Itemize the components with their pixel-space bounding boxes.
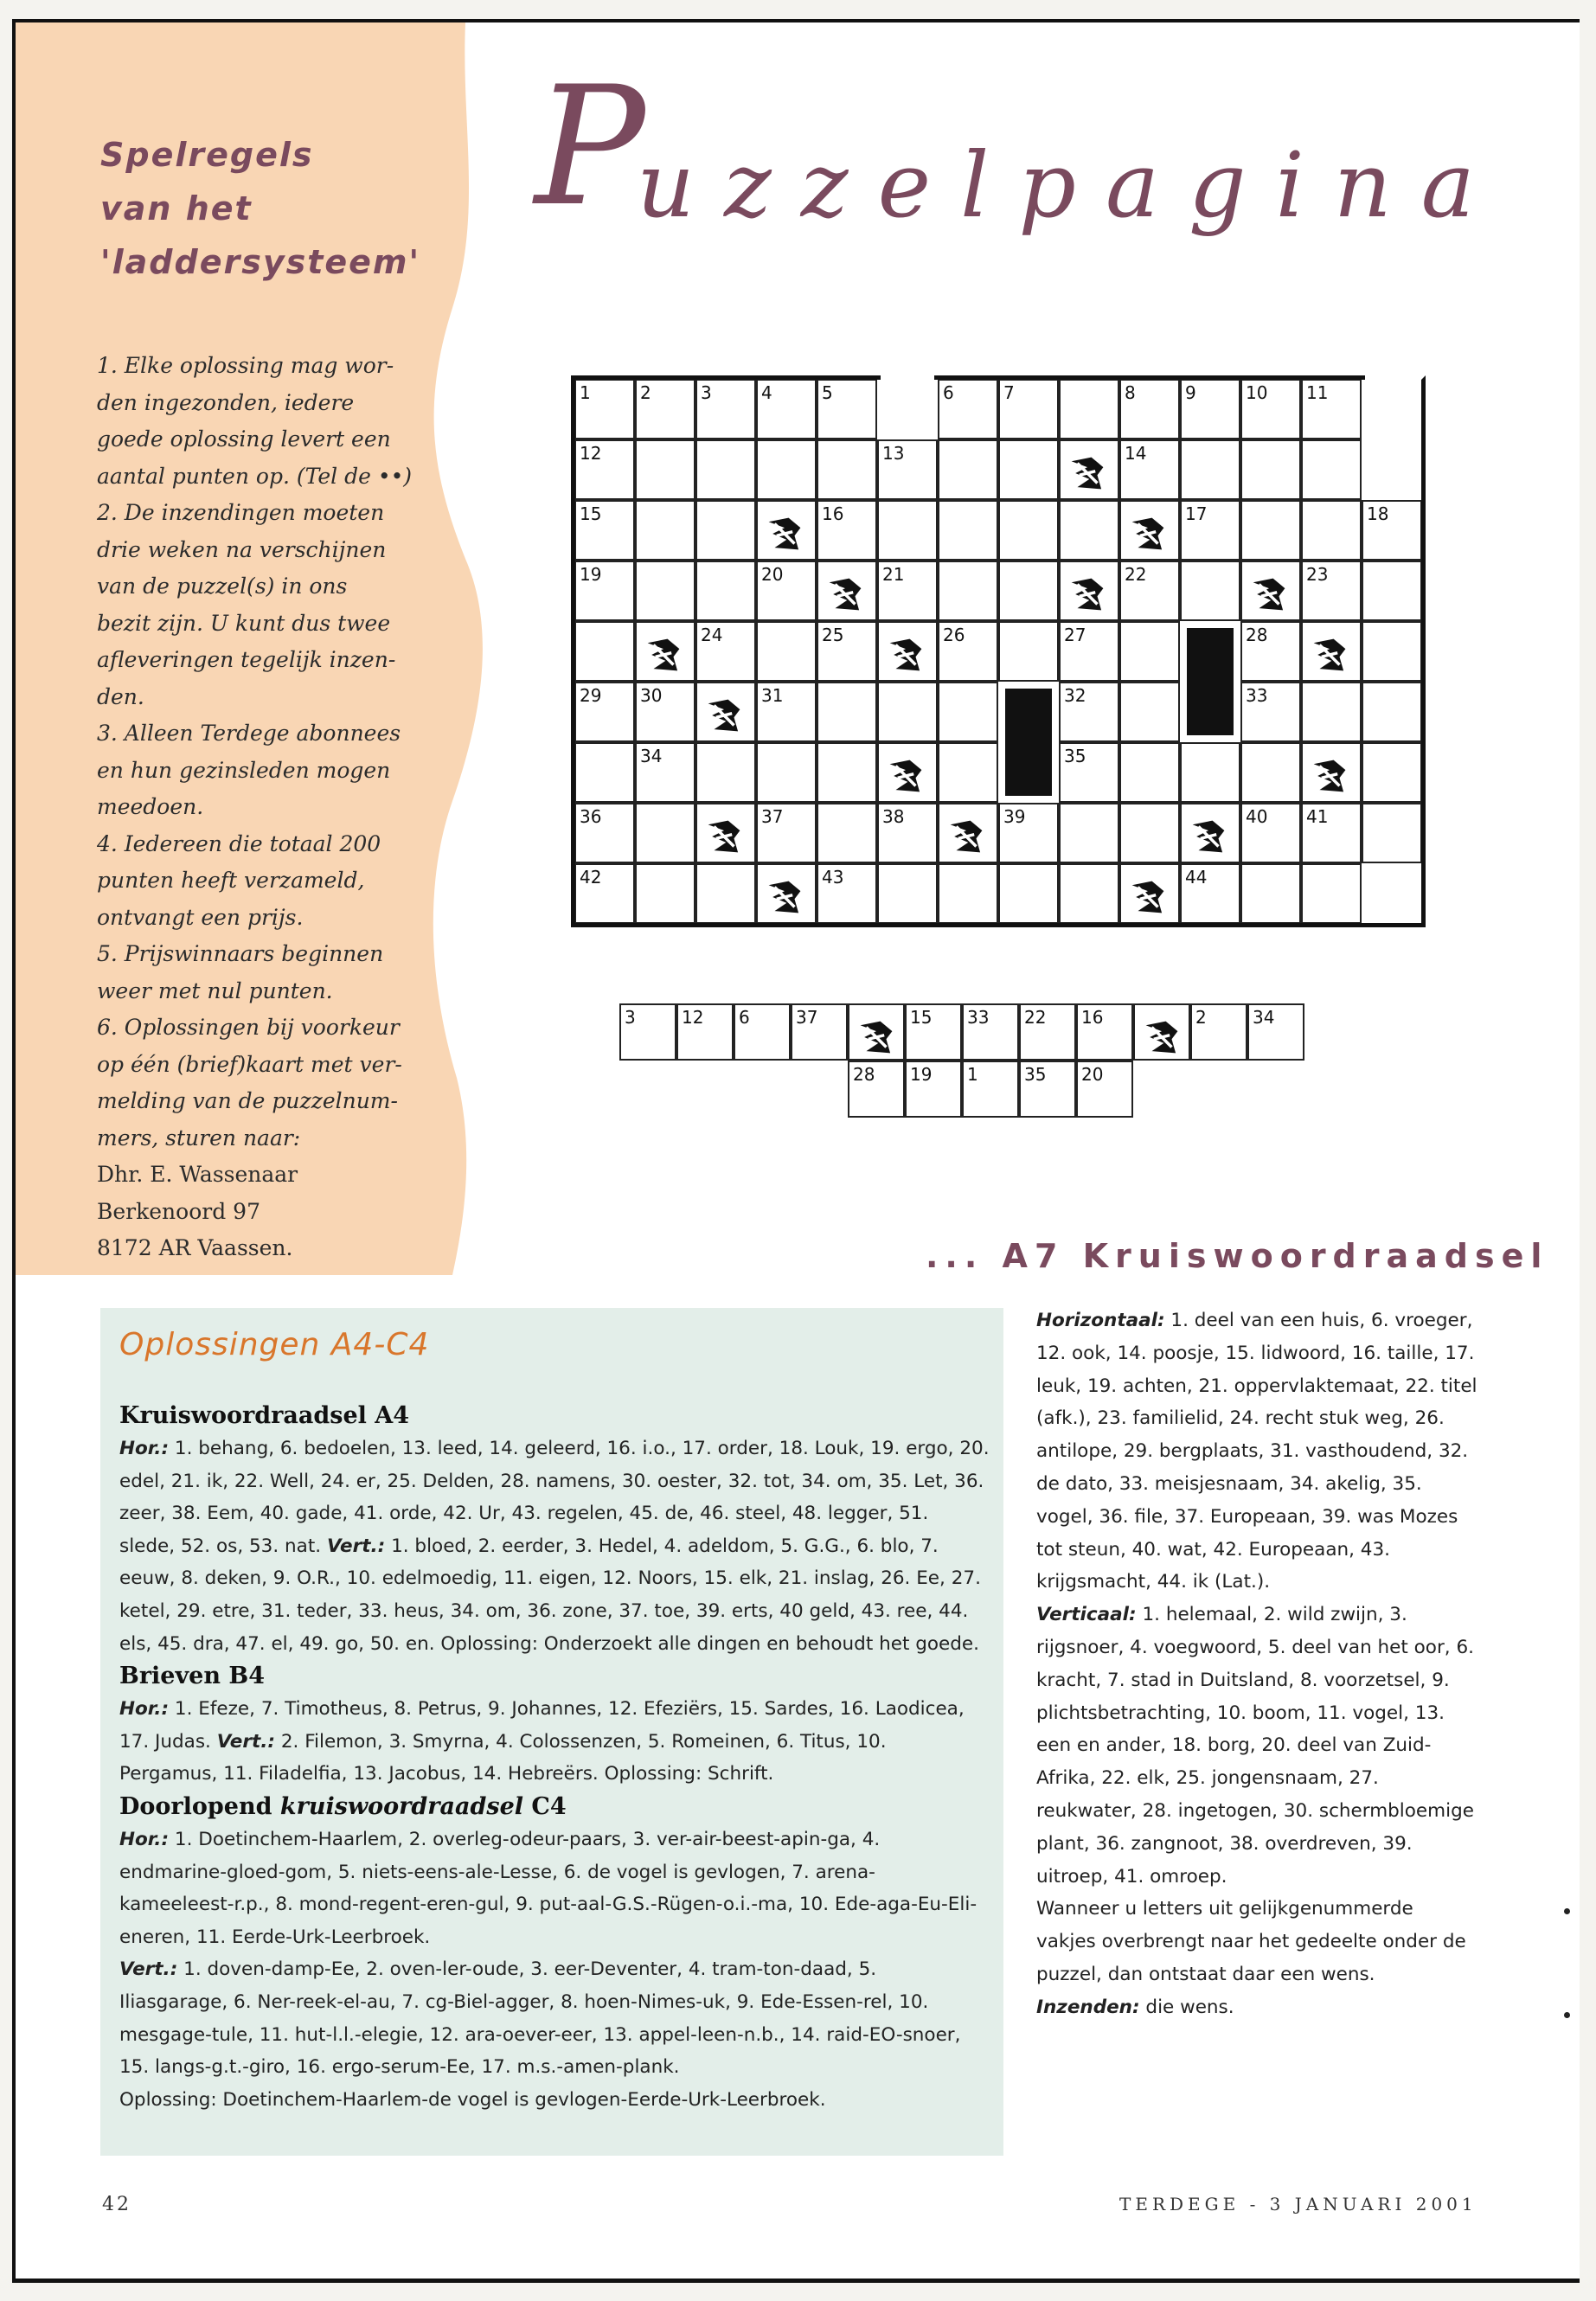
grid-cell[interactable] [574,439,635,500]
cell-number: 18 [1367,503,1389,524]
grid-cell[interactable] [938,379,998,439]
cell-number: 36 [580,806,602,827]
grid-cell[interactable] [756,379,817,439]
grid-clue-cell [817,561,877,621]
solution-a4-hor: 1. behang, 6. bedoelen, 13. leed, 14. geleerd, 16. i.o., 17. order, 18. Louk, 19. ergo, 20. edel, 21. ik, 22. Well, 24. er, 25. Delden, 28. namens, 30. oester, 32. tot, 34. om, 35. Let, 36. zeer, 38. Eem, 40. gade, 41. orde, 42. Ur, 43. regelen, 45. de, 46. steel, 48. legger, 51. slede, 52. os, 53. nat. [119,1438,990,1557]
cell-number: 31 [761,685,784,706]
page-title-initial: P [535,51,645,242]
grid-cell[interactable] [635,863,695,924]
clues-note: Wanneer u letters uit gelijkgenummerde vakjes overbrengt naar het gedeelte onder de puzzel, dan ontstaat daar een wens. [1036,1898,1466,1985]
grid-cell[interactable] [695,379,756,439]
cell-number: 1 [967,1064,978,1085]
cell-number: 17 [1185,503,1208,524]
rule-line: meedoen. [97,794,204,819]
solution-cell[interactable] [1076,1003,1133,1061]
crossword-grid [574,379,1441,960]
cell-number: 6 [739,1007,750,1028]
clue-arrow-icon [825,574,865,614]
cell-number: 19 [580,564,602,585]
solution-cell[interactable] [848,1061,905,1118]
grid-cell[interactable] [817,682,877,742]
vert-label: Vert.: [216,1730,276,1753]
solution-c4-vert-text [119,1953,990,2083]
solution-cell[interactable] [619,1003,676,1061]
grid-clue-cell [938,803,998,863]
grid-cell[interactable] [635,500,695,561]
grid-clue-cell [877,621,938,682]
clue-arrow-icon [1310,635,1349,675]
rule-line: ontvangt een prijs. [97,904,304,930]
rule-line: van de puzzel(s) in ons [97,574,348,599]
grid-cell[interactable] [1119,803,1180,863]
grid-cell[interactable] [998,803,1059,863]
cell-number: 28 [1246,625,1268,645]
grid-cell[interactable] [1180,439,1240,500]
solution-cell[interactable] [1247,1003,1304,1061]
clue-arrow-icon [1067,453,1107,493]
cell-number: 35 [1024,1064,1047,1085]
cell-number: 11 [1306,382,1329,403]
rule-line: afleveringen tegelijk inzen- [97,647,396,672]
publication-line: TERDEGE - 3 JANUARI 2001 [1119,2194,1477,2214]
solution-b4-hor: 1. Efeze, 7. Timotheus, 8. Petrus, 9. Johannes, 12. Efeziërs, 15. Sardes, 16. Laodicea, 17. Judas. [119,1698,965,1753]
clue-arrow-icon [856,1017,896,1057]
rule-line: den. [97,683,144,709]
grid-clue-cell [1301,621,1362,682]
cell-number: 34 [1253,1007,1275,1028]
grid-cell[interactable] [1059,500,1119,561]
grid-cell[interactable] [756,742,817,803]
grid-cell[interactable] [574,379,635,439]
grid-cell[interactable] [877,439,938,500]
solution-cell[interactable] [1190,1003,1247,1061]
grid-frame-top [571,375,881,380]
rules-list [97,348,434,1267]
margin-dot [1564,1908,1570,1914]
grid-cell[interactable] [695,742,756,803]
vertical-label: Verticaal: [1036,1604,1137,1626]
rules-title-line: Spelregels [100,136,314,174]
grid-cell[interactable] [998,621,1059,682]
cell-number: 27 [1064,625,1086,645]
cell-number: 7 [1003,382,1015,403]
grid-cell[interactable] [1362,621,1422,682]
rule-line: 2. De inzendingen moeten [97,500,385,525]
c4-title-b: kruiswoordraadsel [279,1792,524,1820]
rule-line: aantal punten op. (Tel de ••) [97,463,413,489]
rule-line: 5. Prijswinnaars beginnen [97,941,384,966]
grid-cell[interactable] [1180,742,1240,803]
solution-cell[interactable] [791,1003,848,1061]
grid-cell[interactable] [1362,682,1422,742]
grid-cell[interactable] [877,803,938,863]
clue-arrow-icon [946,817,986,856]
grid-cell[interactable] [1301,682,1362,742]
solution-cell[interactable] [1019,1061,1076,1118]
grid-cell[interactable] [695,621,756,682]
solution-a4-title: Kruiswoordraadsel A4 [119,1402,410,1429]
address-line: Berkenoord 97 [97,1198,260,1224]
cell-number: 42 [580,867,602,888]
solution-a4-vert: 1. bloed, 2. eerder, 3. Hedel, 4. adeldom, 5. G.G., 6. blo, 7. eeuw, 8. deken, 9. O.R., 10. edelmoedig, 11. eigen, 12. Noors, 15. elk, 21. inslag, 26. Ee, 27. ketel, 29. etre, 31. teder, 33. heus, 34. om, 36. zone, 37. toe, 39. erts, 40 geld, 43. ree, 44. els, 45. dra, 47. el, 49. go, 50. en. Oplossing: Onderzoekt alle dingen en behoudt het goede. [119,1535,981,1655]
grid-cell[interactable] [1119,621,1180,682]
clues-horizontal [1036,1304,1477,1599]
grid-cell[interactable] [1059,621,1119,682]
solution-clue-cell [1133,1003,1190,1061]
grid-cell[interactable] [1059,803,1119,863]
cell-number: 39 [1003,806,1026,827]
grid-frame-top [934,375,1365,380]
clue-arrow-icon [886,635,926,675]
grid-cell[interactable] [817,439,877,500]
cell-number: 20 [761,564,784,585]
cell-number: 32 [1064,685,1086,706]
magazine-page [12,19,1580,2283]
grid-cell[interactable] [635,742,695,803]
rule-line: drie weken na verschijnen [97,536,387,562]
grid-cell[interactable] [998,439,1059,500]
cell-number: 15 [910,1007,933,1028]
vert-label: Vert.: [326,1535,386,1557]
grid-clue-cell [1180,803,1240,863]
grid-cell[interactable] [574,561,635,621]
cell-number: 8 [1125,382,1136,403]
clue-arrow-icon [704,695,744,735]
solutions-body [119,1400,990,2116]
grid-cell[interactable] [1362,500,1422,561]
grid-cell[interactable] [635,439,695,500]
grid-cell[interactable] [817,803,877,863]
cell-number: 34 [640,746,663,766]
grid-cell[interactable] [574,682,635,742]
grid-cell[interactable] [817,742,877,803]
solution-cell[interactable] [1076,1061,1133,1118]
grid-cell[interactable] [574,621,635,682]
cell-number: 33 [967,1007,990,1028]
cell-number: 30 [640,685,663,706]
vert-label: Vert.: [119,1958,178,1981]
grid-cell[interactable] [574,803,635,863]
rule-line: punten heeft verzameld, [97,868,365,893]
grid-cell[interactable] [1301,803,1362,863]
grid-cell[interactable] [817,379,877,439]
grid-clue-cell [1119,863,1180,924]
solution-cell[interactable] [676,1003,734,1061]
grid-cell[interactable] [1301,500,1362,561]
grid-cell[interactable] [635,803,695,863]
rule-line: 6. Oplossingen bij voorkeur [97,1015,400,1040]
clue-arrow-icon [704,817,744,856]
c4-title-a: Doorlopend [119,1792,280,1820]
solutions-heading: Oplossingen A4-C4 [119,1327,430,1362]
cell-number: 1 [580,382,591,403]
clue-arrow-icon [1067,574,1107,614]
grid-cell[interactable] [938,742,998,803]
send-label: Inzenden: [1036,1996,1140,2018]
grid-cell[interactable] [877,682,938,742]
grid-clue-cell [756,500,817,561]
cell-number: 12 [580,443,602,464]
grid-clue-cell [695,682,756,742]
clue-arrow-icon [1128,877,1168,917]
grid-cell[interactable] [1119,379,1180,439]
cell-number: 24 [701,625,723,645]
grid-cell[interactable] [1240,621,1301,682]
grid-cell[interactable] [756,439,817,500]
clues-send [1036,1991,1477,2024]
cell-number: 2 [1195,1007,1207,1028]
rule-line: den ingezonden, iedere [97,389,355,415]
grid-cell[interactable] [1059,682,1119,742]
grid-cell[interactable] [1059,742,1119,803]
solution-b4-vert: 2. Filemon, 3. Smyrna, 4. Colossenzen, 5. Romeinen, 6. Titus, 10. Pergamus, 11. Filadelfia, 13. Jacobus, 14. Hebreërs. Oplossing: Schrift. [119,1730,887,1785]
solution-a4-text [119,1433,990,1660]
clue-arrow-icon [1128,514,1168,554]
cell-number: 2 [640,382,651,403]
cell-number: 16 [1081,1007,1104,1028]
hor-label: Hor.: [119,1438,170,1459]
grid-cell[interactable] [1240,803,1301,863]
grid-block [1005,689,1052,796]
grid-cell[interactable] [877,561,938,621]
grid-cell[interactable] [1119,561,1180,621]
grid-cell[interactable] [574,742,635,803]
clue-arrow-icon [765,514,804,554]
grid-clue-cell [635,621,695,682]
grid-cell[interactable] [635,682,695,742]
grid-cell[interactable] [817,500,877,561]
grid-cell[interactable] [1240,439,1301,500]
horizontal-clues: 1. deel van een huis, 6. vroeger, 12. ook, 14. poosje, 15. lidwoord, 16. taille, 17. leuk, 19. achten, 21. oppervlaktemaat, 22. titel (afk.), 23. familielid, 24. recht stuk weg, 26. antilope, 29. bergplaats, 31. vasthoudend, 32. de dato, 33. meisjesnaam, 34. akelig, 35. vogel, 36. file, 37. Europeaan, 39. was Mozes tot steun, 40. wat, 42. Europeaan, 43. krijgsmacht, 44. ik (Lat.). [1036,1310,1477,1593]
address-line: Dhr. E. Wassenaar [97,1162,298,1187]
solution-c4-hor-text [119,1823,990,1953]
solution-c4-vert: 1. doven-damp-Ee, 2. oven-ler-oude, 3. eer-Deventer, 4. tram-ton-daad, 5. Iliasgarage, 6. Ner-reek-el-au, 7. cg-Biel-agger, 8. hoen-Nimes-uk, 9. Ede-Essen-rel, 10. mesgage-tule, 11. hut-l.l.-elegie, 12. ara-oever-eer, 13. appel-leen-n.b., 14. raid-EO-snoer, 15. langs-g.t.-giro, 16. ergo-serum-Ee, 17. m.s.-amen-plank. [119,1958,961,2079]
grid-cell[interactable] [1180,379,1240,439]
clue-arrow-icon [1249,574,1289,614]
cell-number: 14 [1125,443,1147,464]
cell-number: 21 [882,564,905,585]
cell-number: 19 [910,1064,933,1085]
grid-cell[interactable] [1240,863,1301,924]
rule-line: 4. Iedereen die totaal 200 [97,830,381,856]
grid-cell[interactable] [1301,439,1362,500]
grid-clue-cell [1119,500,1180,561]
solution-b4-title: Brieven B4 [119,1663,265,1690]
cell-number: 26 [943,625,965,645]
page-number: 42 [102,2194,131,2215]
grid-cell[interactable] [938,561,998,621]
grid-cell[interactable] [756,621,817,682]
grid-cell[interactable] [695,439,756,500]
c4-title-c: C4 [523,1792,567,1820]
cell-number: 5 [822,382,833,403]
grid-cell[interactable] [574,863,635,924]
grid-cell[interactable] [1301,863,1362,924]
grid-clue-cell [756,863,817,924]
grid-cell[interactable] [1059,863,1119,924]
grid-cell[interactable] [1180,863,1240,924]
grid-cell[interactable] [1059,379,1119,439]
rules-title [100,128,421,289]
solution-b4-text [119,1693,990,1791]
grid-cell[interactable] [1119,682,1180,742]
rule-line: weer met nul punten. [97,977,333,1003]
grid-clue-cell [1301,742,1362,803]
grid-cell[interactable] [1180,561,1240,621]
grid-cell[interactable] [877,863,938,924]
grid-cell[interactable] [998,863,1059,924]
cell-number: 10 [1246,382,1268,403]
cell-number: 3 [701,382,712,403]
rule-line: mers, sturen naar: [97,1125,301,1150]
grid-clue-cell [1240,561,1301,621]
grid-cell[interactable] [998,500,1059,561]
grid-cell[interactable] [695,500,756,561]
grid-cell[interactable] [1180,500,1240,561]
solution-c4-hor: 1. Doetinchem-Haarlem, 2. overleg-odeur-paars, 3. ver-air-beest-apin-ga, 4. endmarine-gloed-gom, 5. niets-eens-ale-Lesse, 6. de vogel is gevlogen, 7. arena-kameeleest-r.p., 8. mond-regent-eren-gul, 9. put-aal-G.S.-Rügen-o.i.-ma, 10. Ede-aga-Eu-Eli-eneren, 11. Eerde-Urk-Leerbroek. [119,1828,977,1948]
grid-cell[interactable] [1362,742,1422,803]
solutions-box [100,1308,1003,2156]
cell-number: 20 [1081,1064,1104,1085]
solution-cell[interactable] [905,1061,962,1118]
grid-clue-cell [695,803,756,863]
solution-cell[interactable] [962,1061,1019,1118]
solution-cell[interactable] [905,1003,962,1061]
cell-number: 12 [682,1007,704,1028]
cell-number: 22 [1125,564,1147,585]
cell-number: 9 [1185,382,1196,403]
rule-line: op één (brief)kaart met ver- [97,1051,402,1077]
cell-number: 16 [822,503,844,524]
cell-number: 38 [882,806,905,827]
grid-cell[interactable] [635,561,695,621]
hor-label: Hor.: [119,1828,170,1850]
clues-vertical [1036,1599,1477,1893]
rule-line: bezit zijn. U kunt dus twee [97,610,391,636]
cell-number: 33 [1246,685,1268,706]
clue-arrow-icon [765,877,804,917]
solution-cell[interactable] [1019,1003,1076,1061]
cell-number: 23 [1306,564,1329,585]
grid-cell[interactable] [938,863,998,924]
margin-dot [1564,2012,1570,2018]
cell-number: 37 [761,806,784,827]
rule-line: 1. Elke oplossing mag wor- [97,353,394,378]
horizontal-label: Horizontaal: [1036,1310,1165,1331]
cell-number: 44 [1185,867,1208,888]
grid-cell[interactable] [938,500,998,561]
grid-cell[interactable] [998,379,1059,439]
clue-arrow-icon [886,756,926,796]
grid-cell[interactable] [695,561,756,621]
solution-cell[interactable] [734,1003,791,1061]
solution-cell[interactable] [962,1003,1019,1061]
address-line: 8172 AR Vaassen. [97,1235,293,1260]
grid-cell[interactable] [1240,500,1301,561]
page-title-rest: uzzelpagina [637,132,1504,238]
cell-number: 41 [1306,806,1329,827]
rules-title-line: 'laddersysteem' [100,243,421,281]
cell-number: 29 [580,685,602,706]
cell-number: 22 [1024,1007,1047,1028]
grid-cell[interactable] [1240,682,1301,742]
grid-cell[interactable] [1301,379,1362,439]
grid-cell[interactable] [635,379,695,439]
cell-number: 43 [822,867,844,888]
grid-cell[interactable] [1240,742,1301,803]
grid-cell[interactable] [695,863,756,924]
grid-cell[interactable] [998,561,1059,621]
grid-cell[interactable] [877,500,938,561]
grid-cell[interactable] [756,803,817,863]
send-text: die wens. [1139,1996,1234,2018]
vertical-clues: 1. helemaal, 2. wild zwijn, 3. rijgsnoer, 4. voegwoord, 5. deel van het oor, 6. kracht, 7. stad in Duitsland, 8. voorzetsel, 9. plichtsbetrachting, 10. boom, 11. vogel, 13. een en ander, 18. borg, 20. deel van Zuid-Afrika, 22. elk, 25. jongensnaam, 27. reukwater, 28. ingetogen, 30. schermbloemige plant, 36. zangnoot, 38. overdreven, 39. uitroep, 41. omroep. [1036,1604,1474,1888]
cell-number: 3 [625,1007,636,1028]
puzzle-title: ... A7 Kruiswoordraadsel [926,1237,1549,1275]
clue-arrow-icon [1310,756,1349,796]
cell-number: 6 [943,382,954,403]
rule-line: en hun gezinsleden mogen [97,757,391,783]
clue-arrow-icon [1142,1017,1182,1057]
clue-arrow-icon [644,635,683,675]
grid-clue-cell [1059,439,1119,500]
grid-cell[interactable] [938,682,998,742]
cell-number: 35 [1064,746,1086,766]
cell-number: 40 [1246,806,1268,827]
solution-c4-answer: Oplossing: Doetinchem-Haarlem-de vogel is gevlogen-Eerde-Urk-Leerbroek. [119,2088,826,2111]
grid-cell[interactable] [574,500,635,561]
clues-column [1036,1304,1477,2024]
solution-clue-cell [848,1003,905,1061]
grid-cell[interactable] [1362,803,1422,863]
grid-clue-cell [877,742,938,803]
grid-cell[interactable] [817,621,877,682]
grid-cell[interactable] [1119,742,1180,803]
grid-cell[interactable] [756,561,817,621]
page-title [535,51,1555,247]
grid-cell[interactable] [1362,561,1422,621]
rules-title-line: van het [100,189,253,228]
grid-cell[interactable] [1240,379,1301,439]
cell-number: 28 [853,1064,875,1085]
cell-number: 13 [882,443,905,464]
grid-cell[interactable] [938,439,998,500]
grid-cell[interactable] [1119,439,1180,500]
solution-c4-title [119,1791,990,1823]
grid-cell[interactable] [1301,561,1362,621]
rule-line: melding van de puzzelnum- [97,1088,398,1113]
cell-number: 4 [761,382,772,403]
hor-label: Hor.: [119,1698,170,1721]
rule-line: goede oplossing levert een [97,426,391,452]
clue-arrow-icon [1189,817,1228,856]
cell-number: 37 [796,1007,818,1028]
grid-cell[interactable] [817,863,877,924]
rule-line: 3. Alleen Terdege abonnees [97,721,401,746]
grid-block [1187,628,1234,735]
cell-number: 15 [580,503,602,524]
grid-clue-cell [1059,561,1119,621]
cell-number: 25 [822,625,844,645]
grid-cell[interactable] [756,682,817,742]
grid-cell[interactable] [938,621,998,682]
